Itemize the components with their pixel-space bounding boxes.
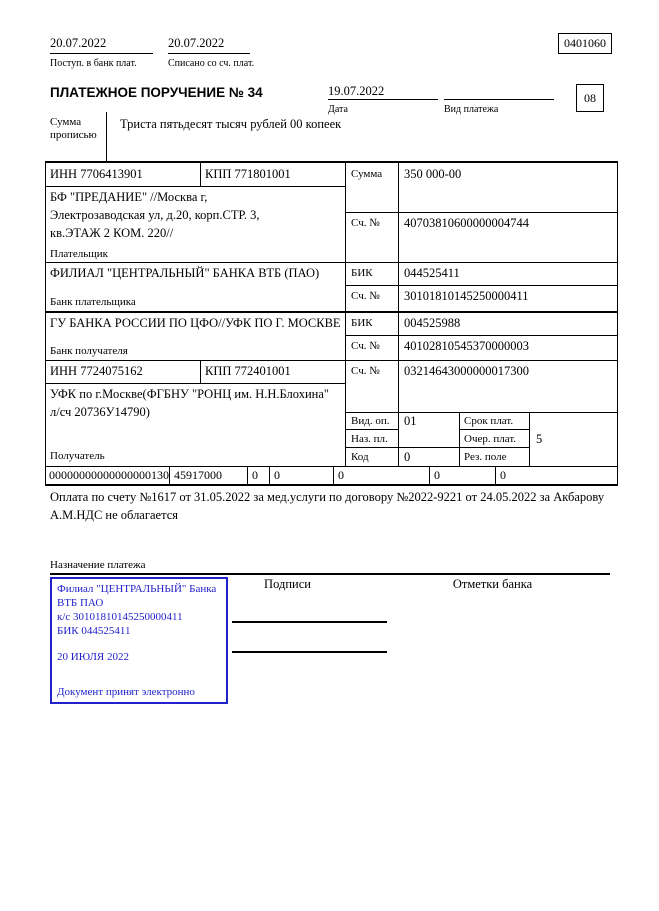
budget-field-docdate: 0 <box>434 468 440 482</box>
divider-budget-4 <box>333 466 334 484</box>
border-under-amount <box>345 212 618 213</box>
stamp-bik: БИК 044525411 <box>57 625 131 637</box>
payment-kind-label: Вид платежа <box>444 104 499 115</box>
divider-details-2 <box>529 412 530 466</box>
priority-label: Очер. плат. <box>464 433 517 445</box>
table-border-bottom <box>45 484 618 486</box>
purpose-code-label: Наз. пл. <box>351 433 388 445</box>
divider-budget-1 <box>169 466 170 484</box>
payee-account: 03214643000000017300 <box>404 364 529 378</box>
divider-payer-inn-kpp <box>200 161 201 186</box>
payment-purpose-label: Назначение платежа <box>50 559 146 571</box>
debited-date-underline <box>168 53 250 54</box>
payer-bank-account-label: Сч. № <box>351 290 380 302</box>
date-label: Дата <box>328 104 348 115</box>
border-details-row1-right <box>459 429 529 430</box>
divider-budget-2 <box>247 466 248 484</box>
border-under-purpose-label <box>50 573 610 575</box>
document-date: 19.07.2022 <box>328 84 385 98</box>
border-under-payee-inn <box>45 383 345 384</box>
stamp-date: 20 ИЮЛЯ 2022 <box>57 651 129 663</box>
border-details-top <box>345 412 618 413</box>
amount-label: Сумма <box>351 168 383 180</box>
budget-field-type: 0 <box>500 468 506 482</box>
code-value: 0 <box>404 450 411 464</box>
payer-bank-account: 30101810145250000411 <box>404 289 529 303</box>
document-title: ПЛАТЕЖНОЕ ПОРУЧЕНИЕ № 34 <box>50 85 263 100</box>
payee-kpp: КПП 772401001 <box>205 364 291 378</box>
table-border-left <box>45 161 46 485</box>
payer-account: 40703810600000004744 <box>404 216 529 230</box>
table-border-top <box>45 161 618 163</box>
budget-field-kbk: 00000000000000000130 <box>49 468 169 482</box>
payee-account-label: Сч. № <box>351 365 380 377</box>
debited-date-label: Списано со сч. плат. <box>168 58 255 69</box>
payee-bank-bik-label: БИК <box>351 317 373 329</box>
divider-labels-values <box>398 161 399 466</box>
form-code-box: 0401060 <box>558 33 612 54</box>
divider-budget-3 <box>269 466 270 484</box>
stamp-bank-line2: ВТБ ПАО <box>57 597 104 609</box>
payer-name-line2: Электрозаводская ул, д.20, корп.СТР. 3, <box>50 208 260 222</box>
bank-stamp <box>50 577 228 704</box>
signature-line-2 <box>232 651 387 653</box>
divider-details-1 <box>459 412 460 466</box>
amount-words-value: Триста пятьдесят тысяч рублей 00 копеек <box>120 117 342 131</box>
border-details-row1-left <box>345 429 398 430</box>
op-kind-label: Вид. оп. <box>351 415 390 427</box>
budget-field-basis: 0 <box>252 468 258 482</box>
border-under-payer <box>45 262 618 263</box>
budget-field-oktmo: 45917000 <box>174 468 222 482</box>
stamp-corr-account: к/с 30101810145250000411 <box>57 611 183 623</box>
due-date-label: Срок плат. <box>464 415 514 427</box>
payment-purpose-text: Оплата по счету №1617 от 31.05.2022 за мед.услуги по договору №2022-9221 от 24.05.2022 за Акбарову А.М.НДС не облагается <box>50 490 605 522</box>
op-kind-value: 01 <box>404 414 417 428</box>
payer-label: Плательщик <box>50 248 108 260</box>
divider-main-labels <box>345 161 346 466</box>
border-under-payerbank-bik <box>345 285 618 286</box>
amount-words-divider <box>106 112 107 161</box>
payee-inn: ИНН 7724075162 <box>50 364 143 378</box>
payer-kpp: КПП 771801001 <box>205 167 291 181</box>
budget-field-period: 0 <box>274 468 280 482</box>
debited-date: 20.07.2022 <box>168 36 225 50</box>
budget-field-docnum: 0 <box>338 468 344 482</box>
code-label: Код <box>351 451 369 463</box>
stamp-bank-line1: Филиал "ЦЕНТРАЛЬНЫЙ" Банка <box>57 583 217 595</box>
payment-kind-underline <box>444 99 554 100</box>
payee-bank-account-label: Сч. № <box>351 340 380 352</box>
received-date-underline <box>50 53 153 54</box>
amount-words-label: Сумма прописью <box>50 116 97 141</box>
payer-name-line1: БФ "ПРЕДАНИЕ" //Москва г, <box>50 190 208 204</box>
payer-bank-label: Банк плательщика <box>50 296 136 308</box>
signatures-label: Подписи <box>264 577 311 591</box>
border-under-payer-inn <box>45 186 345 187</box>
bank-marks-label: Отметки банка <box>452 577 533 591</box>
payer-account-label: Сч. № <box>351 217 380 229</box>
payee-name-line2: л/сч 20736У14790) <box>50 405 150 419</box>
payee-bank-name: ГУ БАНКА РОССИИ ПО ЦФО//УФК ПО Г. МОСКВЕ <box>50 316 341 330</box>
payer-bank-bik-label: БИК <box>351 267 373 279</box>
amount-value: 350 000-00 <box>404 167 462 181</box>
payee-label: Получатель <box>50 450 105 462</box>
received-date: 20.07.2022 <box>50 36 107 50</box>
border-under-payeebank-bik <box>345 335 618 336</box>
payee-bank-bik: 004525988 <box>404 316 461 330</box>
date-underline <box>328 99 438 100</box>
payer-name-line3: кв.ЭТАЖ 2 КОМ. 220// <box>50 226 174 240</box>
table-border-right <box>617 161 618 485</box>
signature-line-1 <box>232 621 387 623</box>
border-budget-row-top <box>45 466 618 467</box>
divider-budget-6 <box>495 466 496 484</box>
payee-bank-label: Банк получателя <box>50 345 128 357</box>
border-under-payee-bank <box>45 360 618 361</box>
reserve-field-label: Рез. поле <box>464 451 507 463</box>
received-date-label: Поступ. в банк плат. <box>50 58 137 69</box>
payee-bank-account: 40102810545370000003 <box>404 339 529 353</box>
status-code-box: 08 <box>576 84 604 112</box>
border-details-row2-left <box>345 447 459 448</box>
priority-value: 5 <box>536 432 543 446</box>
stamp-note: Документ принят электронно <box>57 686 195 698</box>
payee-name-line1: УФК по г.Москве(ФГБНУ "РОНЦ им. Н.Н.Блохина" <box>50 387 330 401</box>
divider-budget-5 <box>429 466 430 484</box>
payer-bank-bik: 044525411 <box>404 266 460 280</box>
payer-inn: ИНН 7706413901 <box>50 167 143 181</box>
border-under-payer-bank <box>45 311 618 313</box>
payer-bank-name: ФИЛИАЛ "ЦЕНТРАЛЬНЫЙ" БАНКА ВТБ (ПАО) <box>50 266 320 280</box>
border-details-row2-right <box>459 447 529 448</box>
divider-payee-inn-kpp <box>200 360 201 383</box>
